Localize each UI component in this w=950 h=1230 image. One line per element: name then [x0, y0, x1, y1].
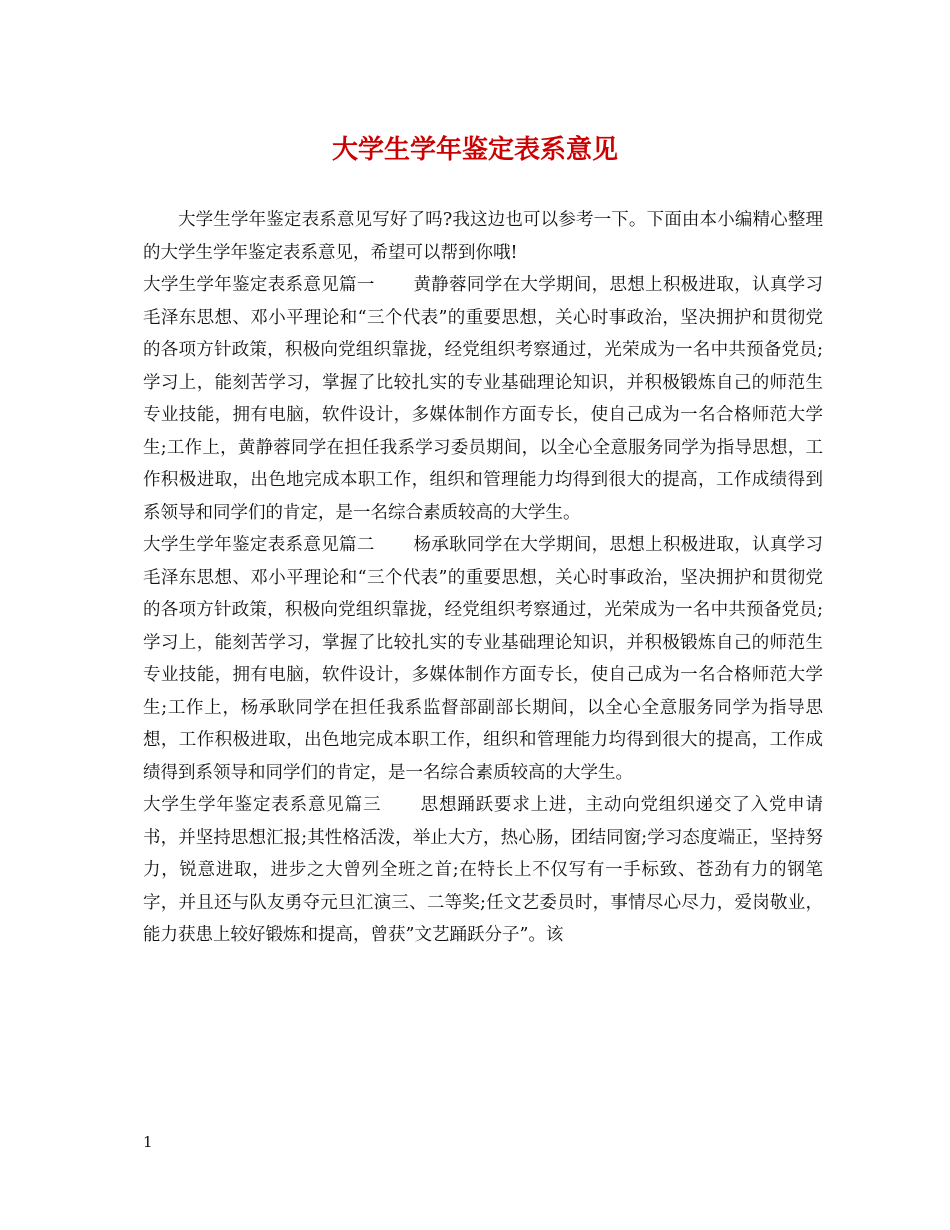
section-paragraph-3: [143, 789, 823, 952]
section-paragraph-1: [143, 269, 823, 529]
section-text-3: 思想踊跃要求上进，主动向党组织递交了入党申请书，并坚持思想汇报;其性格活泼，举止大方，热心肠，团结同窗;学习态度端正，坚持努力，锐意进取，进步之大曾列全班之首;在特长上不仅写有一手标致、苍劲有力的钢笔字，并且还与队友勇夺元旦汇演三、二等奖;任文艺委员时，事情尽心尽力，爱岗敬业，能力获患上较好锻炼和提高，曾获”文艺踊跃分子”。该: [143, 795, 824, 945]
page-number: 1: [143, 1133, 153, 1151]
section-text-1: 黄静蓉同学在大学期间，思想上积极进取，认真学习毛泽东思想、邓小平理论和“三个代表”的重要思想，关心时事政治，坚决拥护和贯彻党的各项方针政策，积极向党组织靠拢，经党组织考察通过，光荣成为一名中共预备党员;学习上，能刻苦学习，掌握了比较扎实的专业基础理论知识，并积极锻炼自己的师范生专业技能，拥有电脑，软件设计，多媒体制作方面专长，使自己成为一名合格师范大学生;工作上，黄静蓉同学在担任我系学习委员期间，以全心全意服务同学为指导思想，工作积极进取，出色地完成本职工作，组织和管理能力均得到很大的提高，工作成绩得到系领导和同学们的肯定，是一名综合素质较高的大学生。: [143, 275, 824, 523]
section-text-2: 杨承耿同学在大学期间，思想上积极进取，认真学习毛泽东思想、邓小平理论和“三个代表”的重要思想，关心时事政治，坚决拥护和贯彻党的各项方针政策，积极向党组织靠拢，经党组织考察通过，光荣成为一名中共预备党员;学习上，能刻苦学习，掌握了比较扎实的专业基础理论知识，并积极锻炼自己的师范生专业技能，拥有电脑，软件设计，多媒体制作方面专长，使自己成为一名合格师范大学生;工作上，杨承耿同学在担任我系监督部副部长期间，以全心全意服务同学为指导思想，工作积极进取，出色地完成本职工作，组织和管理能力均得到很大的提高，工作成绩得到系领导和同学们的肯定，是一名综合素质较高的大学生。: [143, 535, 824, 783]
document-title: 大学生学年鉴定表系意见: [331, 135, 618, 165]
section-label-1: 大学生学年鉴定表系意见篇一: [143, 275, 375, 295]
intro-paragraph: 大学生学年鉴定表系意见写好了吗?我这边也可以参考一下。下面由本小编精心整理的大学生学年鉴定表系意见，希望可以帮到你哦!: [143, 210, 823, 263]
section-label-3: 大学生学年鉴定表系意见篇三: [143, 795, 382, 815]
section-label-2: 大学生学年鉴定表系意见篇二: [143, 535, 375, 555]
section-paragraph-2: [143, 529, 823, 789]
document-body: [143, 204, 823, 952]
